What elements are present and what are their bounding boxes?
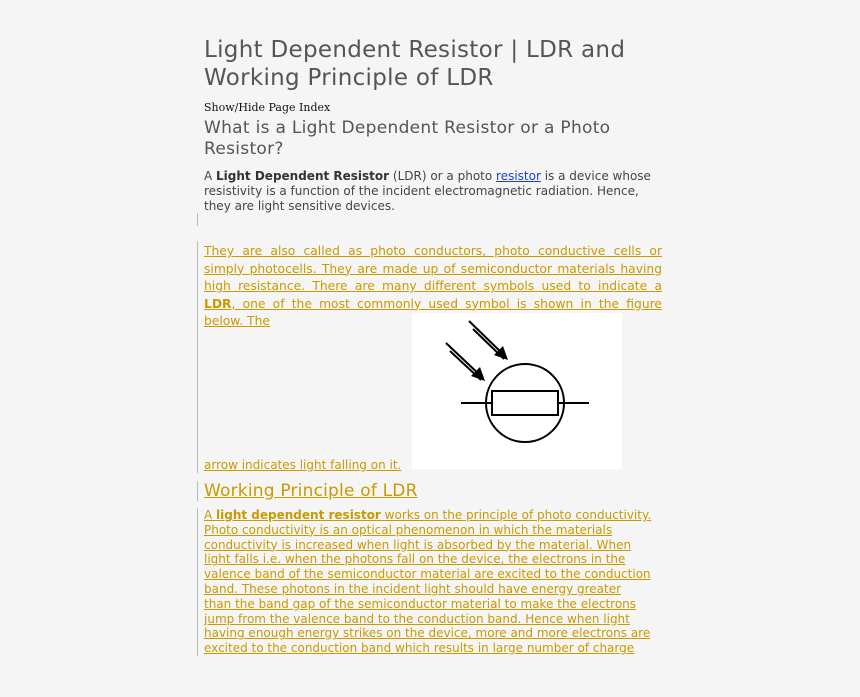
para3-line: band. These photons in the incident light should have energy greater — [204, 581, 622, 596]
para3-line: having enough energy strikes on the device, more and more electrons are — [204, 626, 651, 641]
intro-mid: (LDR) or a photo — [389, 169, 497, 183]
document-body — [204, 36, 662, 214]
para3-line: excited to the conduction band which results in large number of charge — [204, 641, 635, 656]
para3-line: Photo conductivity is an optical phenomenon in which the materials — [204, 522, 613, 537]
para3-line: valence band of the semiconductor material are excited to the conduction — [204, 567, 651, 582]
para2-text-a: They are also called as photo conductors, photo conductive cells or simply photocells. They are made up of semiconductor materials having high resistance. There are many different symbols used to indicate a — [204, 244, 662, 293]
para2-text-b: , one of the most commonly used symbol is shown in the figure below. The — [204, 296, 662, 328]
para3-line: jump from the valence band to the conduction band. Hence when light — [204, 611, 630, 626]
working-principle-paragraph[interactable] — [204, 508, 662, 656]
para2-bold-ldr: LDR — [204, 296, 232, 311]
para3-line: light falls i.e. when the photons fall on the device, the electrons in the — [204, 552, 626, 567]
page-index-toggle[interactable]: Show/Hide Page Index — [204, 101, 331, 114]
para3-line: conductivity is increased when light is absorbed by the material. When — [204, 537, 632, 552]
page-title: Light Dependent Resistor | LDR and Working Principle of LDR — [204, 37, 626, 91]
para3-line-first — [204, 508, 662, 523]
left-margin-bar-1 — [197, 213, 198, 226]
para3-line: than the band gap of the semiconductor material to make the electrons — [204, 596, 637, 611]
ldr-symbol-icon — [412, 313, 622, 469]
intro-bold-term: Light Dependent Resistor — [216, 169, 390, 183]
section-heading-working-principle[interactable]: Working Principle of LDR — [204, 481, 418, 501]
intro-paragraph — [204, 169, 662, 214]
left-margin-bar-3 — [197, 481, 198, 501]
left-margin-bar-2 — [197, 241, 198, 473]
resistor-link[interactable]: resistor — [496, 169, 541, 183]
figure-caption[interactable]: arrow indicates light falling on it. — [204, 458, 402, 472]
intro-pre: A — [204, 169, 217, 183]
para3-first-rest: works on the principle of photo conductivity. — [380, 508, 652, 522]
ldr-symbol-figure — [412, 313, 622, 469]
para3-bold-term: light dependent resistor — [216, 508, 381, 522]
left-margin-bar-4 — [197, 508, 198, 656]
para3-pre: A — [204, 508, 217, 522]
intro-post: is a device whose resistivity is a function of the incident electromagnetic radiation. Hence, they are light sensitive devices. — [204, 169, 651, 213]
section-heading-what-is-ldr: What is a Light Dependent Resistor or a Photo Resistor? — [204, 118, 611, 159]
